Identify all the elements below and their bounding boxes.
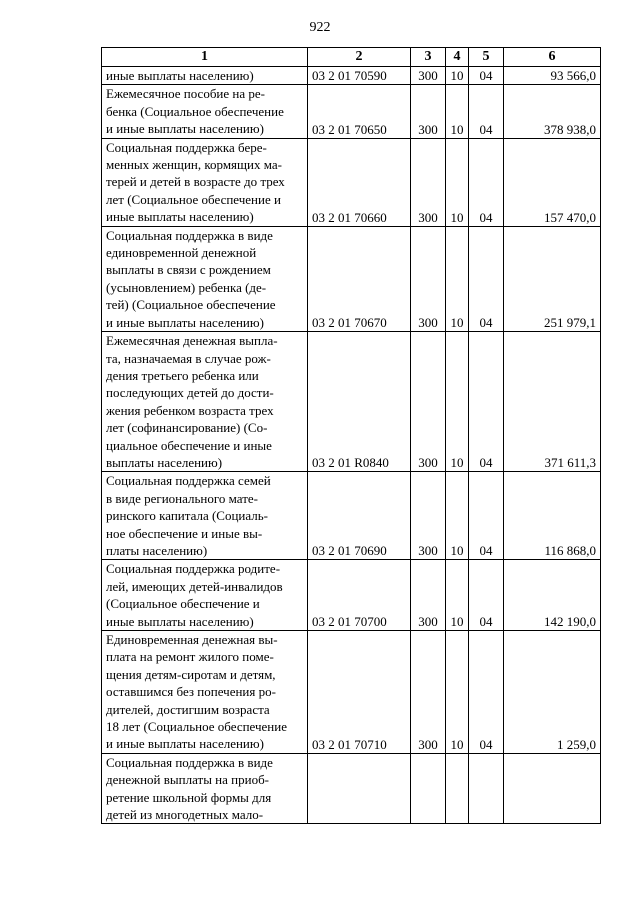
row-col-4: 10 [446, 560, 469, 631]
row-col-5: 04 [469, 67, 504, 85]
row-description: Социальная поддержка бере- менных женщин, кормящих ма- терей и детей в возрасте до трех лет (Социальное обеспечение и иные выплаты населению) [102, 138, 308, 226]
row-col-3: 300 [411, 67, 446, 85]
header-col-4: 4 [446, 48, 469, 67]
row-amount: 157 470,0 [504, 138, 601, 226]
row-code: 03 2 01 70700 [308, 560, 411, 631]
row-amount [504, 753, 601, 824]
row-description: Социальная поддержка семей в виде регионального мате- ринского капитала (Социаль- ное обеспечение и иные вы- платы населению) [102, 472, 308, 560]
row-description: Социальная поддержка в виде единовременной денежной выплаты в связи с рождением (усыновлением) ребенка (де- тей) (Социальное обеспечение и иные выплаты населению) [102, 226, 308, 331]
row-col-5: 04 [469, 85, 504, 138]
row-col-3: 300 [411, 85, 446, 138]
row-amount: 93 566,0 [504, 67, 601, 85]
row-col-3: 300 [411, 226, 446, 331]
row-description: иные выплаты населению) [102, 67, 308, 85]
row-description: Ежемесячное пособие на ре- бенка (Социальное обеспечение и иные выплаты населению) [102, 85, 308, 138]
row-col-4: 10 [446, 631, 469, 754]
header-col-6: 6 [504, 48, 601, 67]
row-amount: 371 611,3 [504, 332, 601, 472]
header-col-5: 5 [469, 48, 504, 67]
table-row [102, 67, 601, 85]
row-description: Единовременная денежная вы- плата на ремонт жилого поме- щения детям-сиротам и детям, оставшимся без попечения ро- дителей, достигшим возраста 18 лет (Социальное обеспечение и иные выплаты населению) [102, 631, 308, 754]
table-row [102, 753, 601, 824]
row-code: 03 2 01 70650 [308, 85, 411, 138]
row-code: 03 2 01 70590 [308, 67, 411, 85]
row-code: 03 2 01 R0840 [308, 332, 411, 472]
row-col-3 [411, 753, 446, 824]
budget-table [101, 47, 601, 824]
row-code: 03 2 01 70710 [308, 631, 411, 754]
row-col-5: 04 [469, 226, 504, 331]
row-col-3: 300 [411, 631, 446, 754]
row-code: 03 2 01 70660 [308, 138, 411, 226]
row-col-4: 10 [446, 472, 469, 560]
table-row [102, 560, 601, 631]
row-col-5: 04 [469, 332, 504, 472]
row-col-3: 300 [411, 332, 446, 472]
row-amount: 116 868,0 [504, 472, 601, 560]
row-code: 03 2 01 70670 [308, 226, 411, 331]
row-code [308, 753, 411, 824]
row-col-4: 10 [446, 138, 469, 226]
row-col-3: 300 [411, 138, 446, 226]
row-col-5: 04 [469, 138, 504, 226]
row-description: Социальная поддержка родите- лей, имеющих детей-инвалидов (Социальное обеспечение и иные выплаты населению) [102, 560, 308, 631]
table-row [102, 631, 601, 754]
table-row [102, 226, 601, 331]
row-description: Социальная поддержка в виде денежной выплаты на приоб- ретение школьной формы для детей из многодетных мало- [102, 753, 308, 824]
table-row [102, 472, 601, 560]
header-col-1: 1 [102, 48, 308, 67]
row-col-4: 10 [446, 85, 469, 138]
row-col-3: 300 [411, 560, 446, 631]
table-header-row [102, 48, 601, 67]
row-col-4: 10 [446, 226, 469, 331]
row-col-5 [469, 753, 504, 824]
header-col-2: 2 [308, 48, 411, 67]
row-amount: 251 979,1 [504, 226, 601, 331]
row-col-3: 300 [411, 472, 446, 560]
row-col-5: 04 [469, 472, 504, 560]
header-col-3: 3 [411, 48, 446, 67]
page-number: 922 [309, 20, 331, 35]
row-col-4: 10 [446, 67, 469, 85]
row-code: 03 2 01 70690 [308, 472, 411, 560]
table-row [102, 138, 601, 226]
row-description: Ежемесячная денежная выпла- та, назначаемая в случае рож- дения третьего ребенка или последующих детей до дости- жения ребенком возраста трех лет (софинансирование) (Со- циальное обеспечение и иные выплаты населению) [102, 332, 308, 472]
row-col-4 [446, 753, 469, 824]
table-row [102, 332, 601, 472]
row-amount: 378 938,0 [504, 85, 601, 138]
table-row [102, 85, 601, 138]
row-col-4: 10 [446, 332, 469, 472]
row-amount: 142 190,0 [504, 560, 601, 631]
row-col-5: 04 [469, 560, 504, 631]
row-col-5: 04 [469, 631, 504, 754]
row-amount: 1 259,0 [504, 631, 601, 754]
